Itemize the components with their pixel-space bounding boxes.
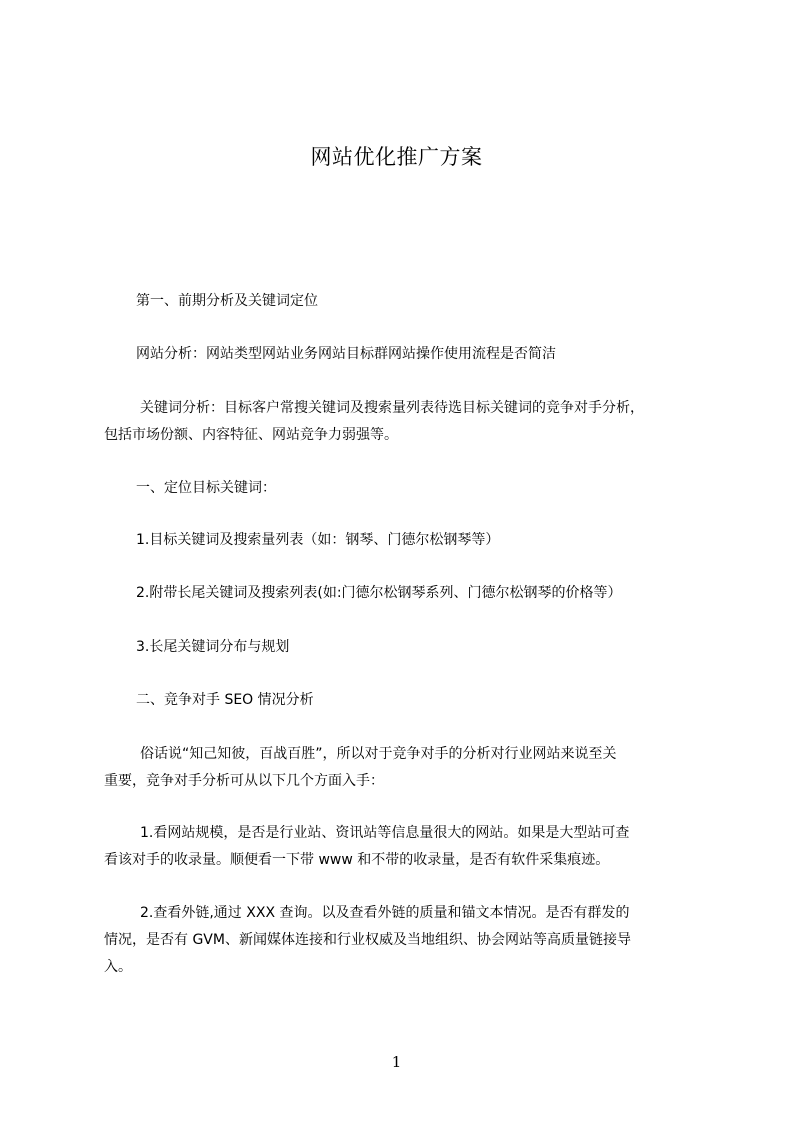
list-item [104, 634, 728, 661]
paragraph [104, 341, 728, 368]
text-line: 1.目标关键词及搜索量列表（如：钢琴、门德尔松钢琴等） [136, 532, 500, 548]
paragraph [104, 741, 696, 795]
paragraph [104, 395, 696, 449]
text-line: 看该对手的收录量。顺便看一下带 www 和不带的收录量，是否有软件采集痕迹。 [104, 852, 610, 868]
text-line: 3.长尾关键词分布与规划 [136, 639, 290, 655]
text-line: 包括市场份额、内容特征、网站竞争力弱强等。 [104, 427, 398, 443]
text-line: 俗话说“知己知彼，百战百胜”，所以对于竞争对手的分析对行业网站来说至关 [140, 746, 617, 762]
text-line: 2.查看外链,通过 XXX 查询。以及查看外链的质量和锚文本情况。是否有群发的 [140, 905, 630, 921]
text-line: 1.看网站规模，是否是行业站、资讯站等信息量很大的网站。如果是大型站可查 [140, 825, 630, 841]
section-heading [104, 475, 728, 502]
text-line: 一、定位目标关键词： [136, 480, 276, 496]
section-heading [104, 687, 728, 714]
page-number: 1 [391, 1053, 402, 1071]
list-item [104, 527, 728, 554]
text-line: 关键词分析：目标客户常搜关键词及搜索量列表待选目标关键词的竞争对手分析， [140, 400, 644, 416]
text-line: 重要，竞争对手分析可从以下几个方面入手： [104, 773, 384, 789]
text-line: 网站分析：网站类型网站业务网站目标群网站操作使用流程是否简洁 [136, 346, 556, 362]
section-heading [104, 288, 728, 315]
list-item [104, 900, 696, 981]
text-line: 入。 [104, 959, 132, 975]
text-line: 二、竞争对手 SEO 情况分析 [136, 692, 314, 708]
list-item [104, 580, 728, 607]
document-title: 网站优化推广方案 [310, 145, 483, 169]
text-line: 第一、前期分析及关键词定位 [136, 293, 318, 309]
list-item [104, 820, 696, 874]
text-line: 情况，是否有 GVM、新闻媒体连接和行业权威及当地组织、协会网站等高质量链接导 [104, 932, 631, 948]
text-line: 2.附带长尾关键词及搜索列表(如:门德尔松钢琴系列、门德尔松钢琴的价格等） [136, 585, 622, 601]
